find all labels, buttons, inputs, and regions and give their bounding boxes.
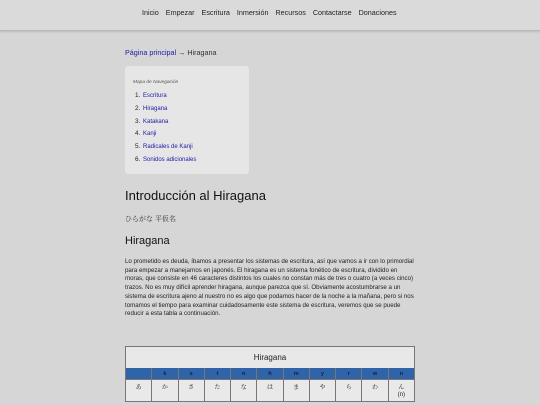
table-header-cell: k: [152, 368, 178, 380]
breadcrumb-current: Hiragana: [187, 48, 217, 57]
table-cell: あ: [126, 380, 152, 402]
page-title: Introducción al Hiragana: [125, 188, 266, 203]
nav-link-escritura[interactable]: Escritura: [201, 8, 230, 17]
toc-link-kanji[interactable]: Kanji: [143, 131, 157, 138]
top-navigation-bar: [0, 0, 540, 31]
toc-item-number: 4.: [135, 130, 141, 138]
nav-link-empezar[interactable]: Empezar: [165, 8, 195, 17]
table-cell: さ: [179, 380, 205, 402]
nav-link-contactarse[interactable]: Contactarse: [312, 8, 352, 17]
hiragana-table: [125, 346, 415, 402]
table-header-cell: s: [179, 368, 205, 380]
toc-item-number: 5.: [135, 143, 141, 151]
toc-item-kanji: [135, 130, 196, 143]
toc-item-number: 1.: [135, 92, 141, 99]
table-cell: ま: [284, 380, 310, 402]
table-header-cell: y: [310, 368, 336, 380]
intro-paragraph: Lo prometido es deuda, íbamos a presentar los sistemas de escritura, así que vamos a ir con lo primordial para empezar a manejarnos en japonés. El hiragana es un sistema fonético de escritura, dividido en moras, que consiste en 46 caracteres distintos los cuales no constan más de tres o cuatro (a veces cinco) trazos. No es muy difícil aprender hiragana, aunque parezca que sí. Obviamente acostumbrarse a un sistema de escritura ajeno al nuestro no es algo que podamos hacer de la noche a la mañana, pero si nos tomamos el tiempo para examinar cuidadosamente este sistema de escritura, veremos que se puede reducir a esta tabla a continuación.: [125, 258, 414, 318]
table-cell: た: [205, 380, 231, 402]
toc-item-katakana: [135, 118, 196, 131]
table-header-cell: t: [205, 368, 231, 380]
nav-link-inicio[interactable]: Inicio: [142, 8, 159, 17]
toc-item-escritura: [135, 92, 196, 105]
navigation-map-title: Mapa de Navegación: [133, 80, 179, 85]
toc-link-sonidos-adicionales[interactable]: Sonidos adicionales: [143, 156, 197, 163]
toc-link-katakana[interactable]: Katakana: [143, 118, 169, 125]
toc-link-hiragana[interactable]: Hiragana: [143, 105, 168, 112]
nav-link-inmersion[interactable]: Inmersión: [236, 8, 269, 17]
toc-item-hiragana: [135, 105, 196, 118]
table-cell: な: [231, 380, 257, 402]
nav-link-recursos[interactable]: Recursos: [275, 8, 306, 17]
navigation-map: [125, 66, 249, 174]
table-row: [125, 380, 415, 402]
page-subtitle: ひらがな 平仮名: [125, 216, 176, 223]
breadcrumb: [125, 48, 217, 57]
table-cell: わ: [362, 380, 388, 402]
breadcrumb-separator: →: [178, 48, 186, 57]
table-cell: ら: [336, 380, 362, 402]
table-header-cell: r: [336, 368, 362, 380]
table-header-cell: h: [257, 368, 283, 380]
table-header-cell: w: [362, 368, 388, 380]
toc-item-number: 3.: [135, 117, 141, 125]
table-cell: か: [152, 380, 178, 402]
toc-link-escritura[interactable]: Escritura: [143, 93, 167, 99]
table-header-cell: n: [389, 368, 415, 380]
toc-link-radicales-de-kanji[interactable]: Radicales de Kanji: [143, 144, 193, 151]
nav-link-donaciones[interactable]: Donaciones: [358, 8, 397, 17]
section-heading: Hiragana: [125, 235, 170, 247]
table-title: Hiragana: [125, 346, 415, 368]
table-header-row: [125, 368, 415, 380]
table-cell: ん (n): [389, 380, 415, 402]
table-cell: は: [257, 380, 283, 402]
main-nav: [142, 8, 402, 17]
table-header-cell: n: [231, 368, 257, 380]
toc-item-number: 6.: [135, 155, 141, 163]
toc-item-sonidos: [135, 156, 196, 169]
table-header-cell: [126, 368, 152, 380]
table-cell: や: [310, 380, 336, 402]
navigation-map-list: [135, 92, 196, 169]
toc-item-radicales: [135, 143, 196, 156]
toc-item-number: 2.: [135, 104, 141, 112]
breadcrumb-home-link[interactable]: Página principal: [125, 48, 177, 57]
table-header-cell: m: [284, 368, 310, 380]
